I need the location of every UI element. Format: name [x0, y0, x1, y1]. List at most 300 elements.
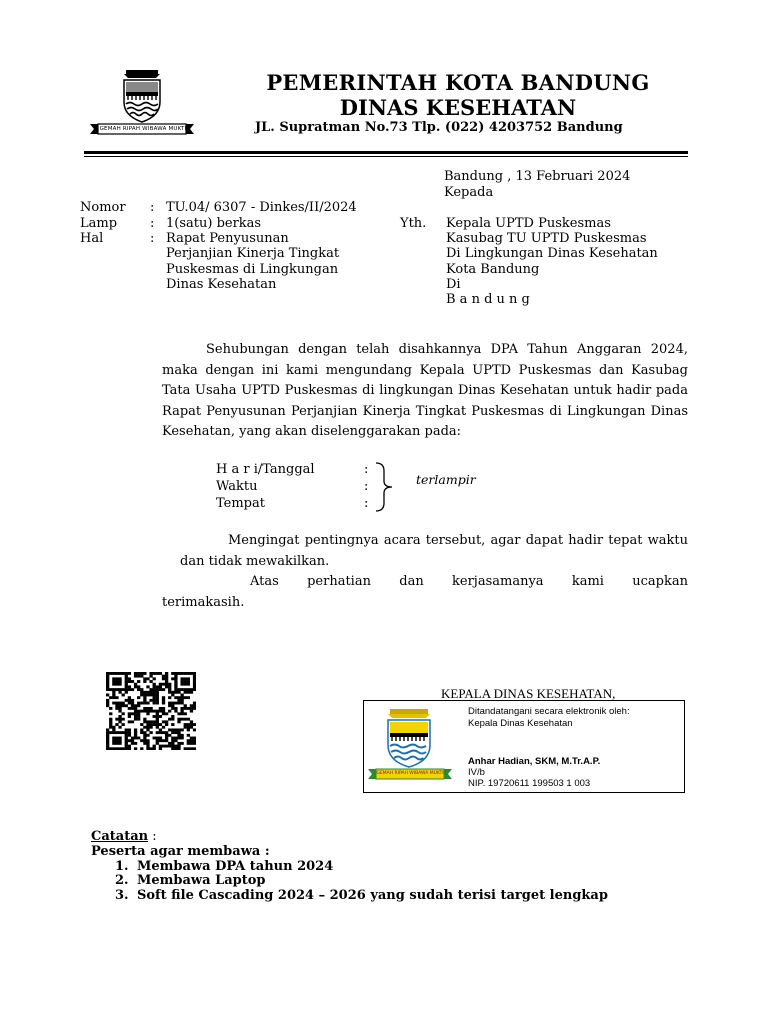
detail-label-waktu: Waktu — [216, 479, 258, 494]
qr-module — [118, 677, 121, 680]
qr-module — [149, 680, 152, 683]
qr-module — [187, 739, 190, 742]
qr-module — [180, 677, 183, 680]
qr-module — [177, 691, 180, 694]
qr-module — [180, 728, 183, 731]
qr-module — [159, 688, 162, 691]
qr-module — [165, 712, 168, 715]
qr-module — [159, 672, 162, 675]
qr-module — [106, 745, 109, 748]
qr-module — [168, 696, 171, 699]
qr-module — [134, 715, 137, 718]
qr-module — [131, 739, 134, 742]
qr-module — [156, 720, 159, 723]
qr-module — [131, 712, 134, 715]
kepada-label: Kepada — [444, 185, 494, 200]
qr-module — [128, 672, 131, 675]
qr-module — [184, 707, 187, 710]
qr-module — [106, 699, 109, 702]
qr-module — [122, 747, 125, 750]
qr-module — [118, 688, 121, 691]
qr-module — [140, 728, 143, 731]
qr-module — [128, 688, 131, 691]
qr-module — [125, 745, 128, 748]
qr-module — [112, 694, 115, 697]
qr-module — [156, 688, 159, 691]
qr-module — [125, 699, 128, 702]
qr-module — [118, 707, 121, 710]
signatory-name: Anhar Hadian, SKM, M.Tr.A.P. — [468, 756, 601, 767]
qr-module — [140, 739, 143, 742]
qr-module — [134, 710, 137, 713]
letterhead-rule-thick — [84, 151, 688, 154]
qr-module — [106, 739, 109, 742]
qr-module — [149, 747, 152, 750]
body-paragraph-2-text: Mengingat pentingnya acara tersebut, agar dapat hadir tepat waktu dan tidak mewakilkan. — [180, 533, 688, 569]
qr-module — [153, 715, 156, 718]
catatan-item-num: 1. — [115, 859, 129, 874]
qr-module — [165, 745, 168, 748]
qr-module — [146, 702, 149, 705]
qr-module — [193, 737, 196, 740]
qr-module — [131, 680, 134, 683]
qr-module — [168, 710, 171, 713]
qr-module — [146, 734, 149, 737]
qr-module — [162, 702, 165, 705]
qr-module — [177, 702, 180, 705]
qr-module — [165, 739, 168, 742]
qr-module — [156, 672, 159, 675]
qr-module — [171, 742, 174, 745]
qr-module — [187, 680, 190, 683]
qr-module — [109, 718, 112, 721]
qr-module — [180, 734, 183, 737]
qr-module — [149, 672, 152, 675]
qr-module — [171, 747, 174, 750]
qr-module — [140, 710, 143, 713]
qr-module — [134, 685, 137, 688]
qr-module — [159, 747, 162, 750]
qr-module — [118, 702, 121, 705]
qr-module — [177, 728, 180, 731]
qr-module — [193, 728, 196, 731]
qr-module — [112, 747, 115, 750]
qr-module — [153, 737, 156, 740]
qr-module — [128, 745, 131, 748]
qr-module — [174, 731, 177, 734]
qr-module — [174, 683, 177, 686]
qr-module — [115, 672, 118, 675]
qr-module — [153, 691, 156, 694]
qr-module — [156, 723, 159, 726]
qr-module — [171, 739, 174, 742]
qr-module — [159, 739, 162, 742]
qr-module — [174, 737, 177, 740]
qr-module — [146, 728, 149, 731]
qr-module — [137, 675, 140, 678]
qr-module — [174, 702, 177, 705]
qr-module — [165, 723, 168, 726]
lamp-value: 1(satu) berkas — [166, 216, 262, 231]
qr-module — [153, 745, 156, 748]
qr-module — [125, 739, 128, 742]
qr-module — [184, 672, 187, 675]
qr-module — [184, 712, 187, 715]
logo-motto: GEMAH RIPAH WIBAWA MUKTI — [99, 126, 187, 132]
letterhead-title: PEMERINTAH KOTA BANDUNG — [266, 70, 650, 95]
letterhead-address: JL. Supratman No.73 Tlp. (022) 4203752 Bandung — [255, 120, 623, 135]
qr-module — [177, 696, 180, 699]
qr-module — [112, 683, 115, 686]
qr-module — [168, 688, 171, 691]
qr-module — [174, 672, 177, 675]
qr-module — [184, 704, 187, 707]
qr-module — [156, 718, 159, 721]
qr-module — [125, 683, 128, 686]
qr-module — [177, 672, 180, 675]
qr-module — [184, 726, 187, 729]
qr-module — [106, 747, 109, 750]
qr-module — [122, 704, 125, 707]
qr-module — [134, 728, 137, 731]
letterhead-subtitle: DINAS KESEHATAN — [339, 95, 577, 120]
qr-module — [168, 691, 171, 694]
qr-module — [153, 720, 156, 723]
qr-module — [106, 677, 109, 680]
qr-module — [165, 672, 168, 675]
qr-module — [146, 707, 149, 710]
qr-module — [109, 747, 112, 750]
qr-module — [153, 685, 156, 688]
qr-module — [168, 718, 171, 721]
qr-module — [177, 712, 180, 715]
qr-module — [112, 742, 115, 745]
qr-module — [171, 728, 174, 731]
qr-module — [187, 723, 190, 726]
qr-module — [109, 726, 112, 729]
qr-module — [177, 731, 180, 734]
catatan-item: Membawa DPA tahun 2024 — [137, 859, 334, 874]
qr-module — [187, 677, 190, 680]
body-paragraph-1-text: Sehubungan dengan telah disahkannya DPA Tahun Anggaran 2024, maka dengan ini kami mengundang Kepala UPTD Puskesmas dan Kasubag Tata Usaha UPTD Puskesmas di lingkungan Dinas Kesehatan untuk hadir pada Rapat Penyusunan Perjanjian Kinerja Tingkat Puskesmas di Lingkungan Dinas Kesehatan, yang akan diselenggarakan pada: — [162, 342, 688, 439]
qr-module — [165, 731, 168, 734]
qr-module — [177, 747, 180, 750]
qr-module — [125, 704, 128, 707]
qr-module — [137, 704, 140, 707]
hal-line: Perjanjian Kinerja Tingkat — [166, 246, 340, 261]
qr-module — [165, 685, 168, 688]
qr-module — [174, 739, 177, 742]
qr-module — [143, 737, 146, 740]
qr-module — [153, 677, 156, 680]
qr-module — [106, 734, 109, 737]
recipient-line: B a n d u n g — [446, 292, 530, 307]
qr-module — [125, 734, 128, 737]
qr-module — [131, 704, 134, 707]
right-brace — [372, 461, 402, 513]
qr-module — [190, 710, 193, 713]
qr-module — [190, 742, 193, 745]
qr-module — [153, 696, 156, 699]
qr-module — [165, 680, 168, 683]
qr-module — [137, 702, 140, 705]
qr-module — [187, 683, 190, 686]
body-paragraph-2 — [180, 530, 688, 572]
qr-module — [115, 737, 118, 740]
qr-module — [193, 723, 196, 726]
qr-module — [128, 699, 131, 702]
qr-module — [115, 704, 118, 707]
qr-module — [190, 737, 193, 740]
lamp-colon: : — [150, 216, 155, 231]
qr-module — [171, 707, 174, 710]
qr-module — [168, 728, 171, 731]
qr-module — [171, 745, 174, 748]
qr-module — [143, 742, 146, 745]
qr-module — [159, 728, 162, 731]
qr-module — [112, 739, 115, 742]
qr-module — [180, 672, 183, 675]
qr-module — [109, 712, 112, 715]
qr-module — [112, 726, 115, 729]
hal-colon: : — [150, 231, 155, 246]
qr-module — [118, 680, 121, 683]
qr-module — [146, 691, 149, 694]
qr-module — [112, 728, 115, 731]
qr-module — [125, 685, 128, 688]
qr-module — [174, 710, 177, 713]
qr-module — [168, 734, 171, 737]
details-value: terlampir — [416, 472, 476, 487]
qr-module — [156, 685, 159, 688]
qr-module — [162, 688, 165, 691]
qr-module — [180, 688, 183, 691]
body-paragraph-3 — [162, 571, 688, 613]
qr-module — [134, 704, 137, 707]
qr-module — [174, 707, 177, 710]
qr-module — [140, 688, 143, 691]
recipient-line: Kepala UPTD Puskesmas — [446, 216, 611, 231]
qr-module — [134, 675, 137, 678]
recipient-line: Kota Bandung — [446, 262, 540, 277]
qr-module — [109, 731, 112, 734]
qr-module — [115, 683, 118, 686]
qr-module — [162, 712, 165, 715]
qr-module — [156, 702, 159, 705]
qr-module — [131, 737, 134, 740]
qr-module — [143, 691, 146, 694]
qr-module — [118, 672, 121, 675]
qr-module — [180, 702, 183, 705]
qr-module — [137, 715, 140, 718]
recipient-line: Di — [446, 277, 461, 292]
qr-module — [162, 731, 165, 734]
qr-module — [106, 704, 109, 707]
qr-code — [106, 672, 196, 750]
signature-title: KEPALA DINAS KESEHATAN, — [441, 686, 616, 701]
qr-module — [109, 688, 112, 691]
qr-module — [190, 739, 193, 742]
qr-module — [125, 675, 128, 678]
qr-module — [115, 742, 118, 745]
qr-module — [106, 683, 109, 686]
qr-module — [180, 696, 183, 699]
qr-module — [146, 720, 149, 723]
detail-colon: : — [364, 479, 369, 494]
qr-module — [112, 691, 115, 694]
qr-module — [146, 726, 149, 729]
qr-module — [118, 747, 121, 750]
qr-module — [159, 683, 162, 686]
qr-module — [122, 672, 125, 675]
qr-module — [143, 726, 146, 729]
qr-module — [156, 696, 159, 699]
qr-module — [187, 726, 190, 729]
letterhead-rule-thin — [84, 156, 688, 157]
qr-module — [137, 710, 140, 713]
qr-module — [177, 718, 180, 721]
catatan-item-num: 3. — [115, 888, 129, 903]
catatan-heading: Peserta agar membawa : — [91, 844, 270, 859]
qr-module — [115, 688, 118, 691]
qr-module — [184, 723, 187, 726]
qr-module — [156, 726, 159, 729]
qr-module — [146, 710, 149, 713]
qr-module — [174, 745, 177, 748]
qr-module — [162, 683, 165, 686]
qr-module — [149, 694, 152, 697]
qr-module — [193, 702, 196, 705]
qr-module — [125, 731, 128, 734]
recipient-line: Kasubag TU UPTD Puskesmas — [446, 231, 647, 246]
qr-module — [168, 704, 171, 707]
qr-module — [118, 737, 121, 740]
qr-module — [115, 702, 118, 705]
qr-module — [184, 696, 187, 699]
catatan-label-row — [91, 829, 157, 844]
qr-module — [156, 742, 159, 745]
qr-module — [153, 672, 156, 675]
qr-module — [140, 672, 143, 675]
qr-module — [184, 747, 187, 750]
qr-module — [128, 702, 131, 705]
qr-module — [128, 696, 131, 699]
qr-module — [162, 720, 165, 723]
qr-module — [159, 745, 162, 748]
qr-module — [165, 720, 168, 723]
qr-module — [134, 707, 137, 710]
qr-module — [128, 728, 131, 731]
catatan-item: Soft file Cascading 2024 – 2026 yang sudah terisi target lengkap — [137, 888, 608, 903]
qr-module — [137, 696, 140, 699]
qr-module — [106, 672, 109, 675]
qr-module — [118, 718, 121, 721]
qr-module — [193, 677, 196, 680]
qr-module — [112, 696, 115, 699]
qr-module — [174, 675, 177, 678]
qr-module — [140, 694, 143, 697]
qr-module — [125, 677, 128, 680]
qr-module — [165, 677, 168, 680]
qr-module — [109, 720, 112, 723]
qr-module — [118, 710, 121, 713]
qr-module — [180, 742, 183, 745]
qr-module — [140, 691, 143, 694]
body-paragraph-3-line: terimakasih. — [162, 595, 245, 610]
qr-module — [118, 742, 121, 745]
qr-module — [153, 699, 156, 702]
qr-module — [134, 747, 137, 750]
qr-module — [112, 688, 115, 691]
qr-module — [128, 677, 131, 680]
qr-module — [149, 723, 152, 726]
detail-colon: : — [364, 496, 369, 511]
hal-line: Puskesmas di Lingkungan — [166, 262, 339, 277]
detail-colon: : — [364, 462, 369, 477]
qr-module — [165, 683, 168, 686]
qr-module — [125, 672, 128, 675]
qr-module — [149, 707, 152, 710]
qr-module — [190, 691, 193, 694]
qr-module — [156, 737, 159, 740]
qr-module — [171, 672, 174, 675]
qr-module — [109, 707, 112, 710]
qr-module — [109, 696, 112, 699]
qr-module — [153, 683, 156, 686]
qr-module — [149, 675, 152, 678]
qr-module — [109, 723, 112, 726]
qr-module — [122, 688, 125, 691]
qr-module — [193, 704, 196, 707]
qr-module — [134, 718, 137, 721]
qr-module — [115, 731, 118, 734]
hal-line: Dinas Kesehatan — [166, 277, 277, 292]
qr-module — [112, 672, 115, 675]
qr-module — [190, 707, 193, 710]
qr-module — [143, 710, 146, 713]
qr-module — [193, 747, 196, 750]
qr-module — [143, 720, 146, 723]
qr-module — [162, 707, 165, 710]
qr-module — [180, 737, 183, 740]
qr-module — [193, 675, 196, 678]
qr-module — [168, 742, 171, 745]
qr-module — [125, 747, 128, 750]
qr-module — [149, 688, 152, 691]
qr-module — [106, 731, 109, 734]
qr-module — [146, 712, 149, 715]
qr-module — [128, 715, 131, 718]
signatory-rank: IV/b — [468, 767, 485, 778]
qr-module — [146, 677, 149, 680]
qr-module — [149, 726, 152, 729]
nomor-label: Nomor — [80, 200, 126, 215]
catatan-colon: : — [148, 829, 157, 844]
qr-module — [168, 702, 171, 705]
qr-module — [187, 691, 190, 694]
qr-module — [109, 672, 112, 675]
qr-module — [187, 696, 190, 699]
qr-module — [156, 731, 159, 734]
qr-module — [168, 745, 171, 748]
qr-module — [115, 677, 118, 680]
qr-module — [156, 739, 159, 742]
qr-module — [143, 694, 146, 697]
qr-module — [174, 747, 177, 750]
qr-module — [171, 691, 174, 694]
qr-module — [122, 712, 125, 715]
qr-module — [131, 720, 134, 723]
